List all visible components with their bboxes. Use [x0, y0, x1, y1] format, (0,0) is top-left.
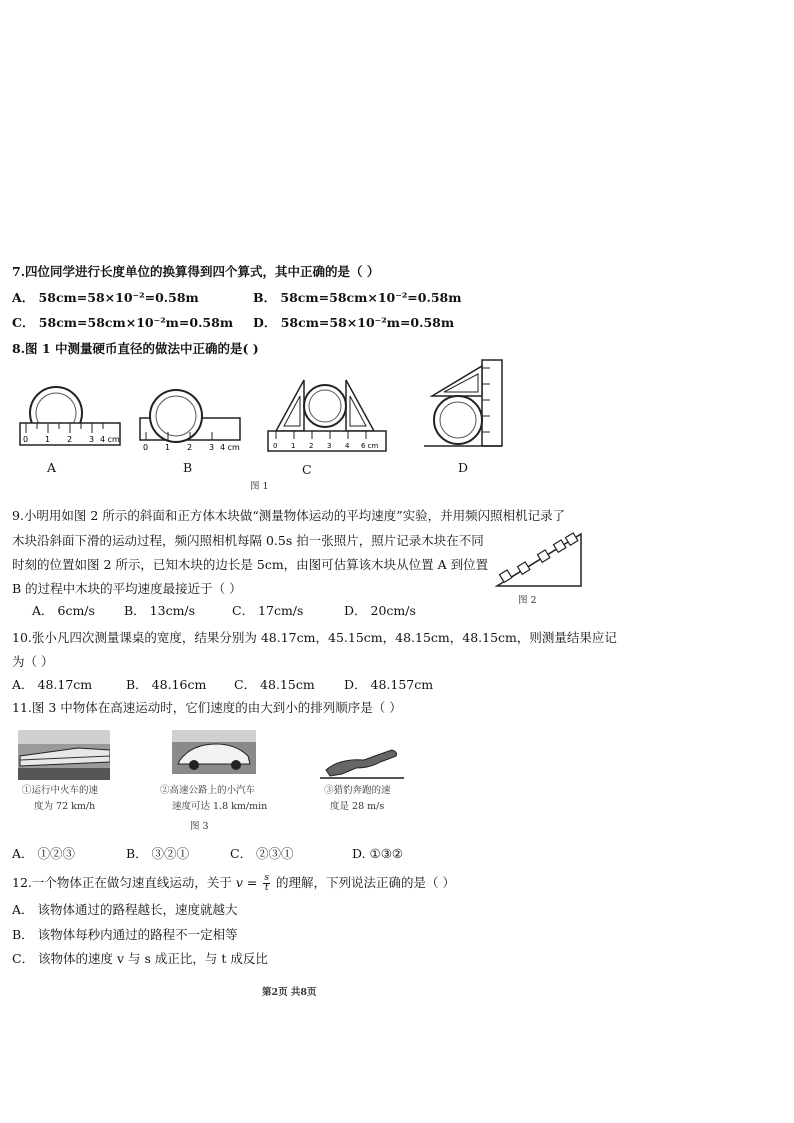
q10-option-c: C． 48.15cm [234, 677, 315, 692]
figure3-caption3-line2: 度是 28 m/s [330, 801, 385, 812]
q12-stem-suffix: 的理解，下列说法正确的是（ ） [276, 875, 455, 890]
svg-text:0: 0 [23, 435, 29, 444]
svg-text:4 cm: 4 cm [100, 435, 120, 444]
figure1-b-coin-ruler [138, 388, 243, 453]
q12-option-b: B． 该物体每秒内通过的路程不一定相等 [12, 927, 238, 942]
q10-option-a: A． 48.17cm [12, 677, 93, 692]
svg-text:1: 1 [291, 442, 296, 450]
q9-line4: B 的过程中木块的平均速度最接近于（ ） [12, 581, 242, 596]
q12-fraction-denominator: t [264, 883, 269, 893]
svg-text:4: 4 [345, 442, 350, 450]
q9-line2: 木块沿斜面下滑的运动过程，频闪照相机每隔 0.5s 拍一张照片，照片记录木块在不同 [12, 533, 484, 548]
figure3-train-photo [18, 730, 110, 780]
svg-text:1: 1 [165, 443, 171, 452]
q9-option-b: B． 13cm/s [124, 603, 196, 618]
q9-line1: 9.小明用如图 2 所示的斜面和正方体木块做“测量物体运动的平均速度”实验，并用频闪照相机记录了 [12, 508, 566, 523]
figure1-d-triangle-vertical-ruler [420, 358, 508, 450]
figure1-c-triangles-ruler [266, 376, 388, 456]
svg-text:0: 0 [143, 443, 149, 452]
figure2-caption: 图 2 [518, 595, 537, 606]
figure3-caption1-line1: ①运行中火车的速 [22, 785, 99, 796]
q9-line3: 时刻的位置如图 2 所示，已知木块的边长是 5cm，由图可估算该木块从位置 A 到位置 [12, 557, 489, 572]
figure3-caption3-line1: ③猎豹奔跑的速 [324, 785, 391, 796]
q12-formula-fraction [263, 874, 270, 893]
q7-option-b: B． 58cm=58cm×10⁻²=0.58m [253, 290, 462, 305]
svg-text:2: 2 [309, 442, 314, 450]
q11-option-d: D. ①③② [352, 846, 404, 861]
q8-stem: 8.图 1 中测量硬币直径的做法中正确的是( ) [12, 341, 259, 356]
q12-option-a: A． 该物体通过的路程越长，速度就越大 [12, 902, 238, 917]
figure3-caption1-line2: 度为 72 km/h [34, 801, 96, 812]
q11-option-b: B． ③②① [126, 846, 190, 861]
figure1-caption: 图 1 [250, 481, 269, 492]
page-footer: 第2页 共8页 [262, 987, 317, 998]
figure3-caption: 图 3 [190, 821, 209, 832]
svg-text:0: 0 [273, 442, 278, 450]
q10-line1: 10.张小凡四次测量课桌的宽度，结果分别为 48.17cm，45.15cm，48.15cm，48.15cm，则测量结果应记 [12, 630, 617, 645]
q12-formula-v: v [235, 875, 243, 890]
q7-stem: 7.四位同学进行长度单位的换算得到四个算式，其中正确的是（ ） [12, 264, 380, 279]
q10-option-b: B． 48.16cm [126, 677, 207, 692]
q11-stem: 11.图 3 中物体在高速运动时，它们速度的由大到小的排列顺序是（ ） [12, 700, 402, 715]
q11-option-a: A． ①②③ [12, 846, 76, 861]
q10-option-d: D． 48.157cm [344, 677, 434, 692]
q10-line2: 为（ ） [12, 654, 54, 669]
svg-text:6 cm: 6 cm [361, 442, 379, 450]
figure1-label-c: C [302, 462, 312, 477]
figure3-caption2-line2: 速度可达 1.8 km/min [172, 801, 268, 812]
q12-formula-equals: = [246, 875, 258, 890]
svg-text:3: 3 [327, 442, 332, 450]
figure1-label-b: B [183, 460, 193, 475]
figure3-caption2-line1: ②高速公路上的小汽车 [160, 785, 256, 796]
q12-option-c: C． 该物体的速度 v 与 s 成正比，与 t 成反比 [12, 951, 268, 966]
svg-text:3: 3 [209, 443, 215, 452]
q12-stem [12, 874, 455, 893]
svg-text:3: 3 [89, 435, 95, 444]
figure3-car-photo [172, 730, 256, 774]
figure1-a-coin-ruler [18, 383, 123, 453]
figure2-incline-blocks [495, 530, 585, 590]
svg-text:2: 2 [187, 443, 193, 452]
svg-text:1: 1 [45, 435, 51, 444]
q7-option-d: D． 58cm=58×10⁻²m=0.58m [253, 315, 455, 330]
figure1-label-a: A [47, 460, 57, 475]
q11-option-c: C． ②③① [230, 846, 294, 861]
q9-option-c: C． 17cm/s [232, 603, 304, 618]
svg-text:4 cm: 4 cm [220, 443, 240, 452]
q9-option-d: D． 20cm/s [344, 603, 416, 618]
figure1-label-d: D [458, 460, 469, 475]
svg-text:2: 2 [67, 435, 73, 444]
q12-fraction-numerator: s [264, 873, 270, 883]
q7-option-c: C． 58cm=58cm×10⁻²m=0.58m [12, 315, 234, 330]
q9-option-a: A． 6cm/s [32, 603, 95, 618]
q7-option-a: A． 58cm=58×10⁻²=0.58m [12, 290, 199, 305]
q12-stem-prefix: 12.一个物体正在做匀速直线运动，关于 [12, 875, 232, 890]
figure3-cheetah-photo [320, 740, 404, 782]
